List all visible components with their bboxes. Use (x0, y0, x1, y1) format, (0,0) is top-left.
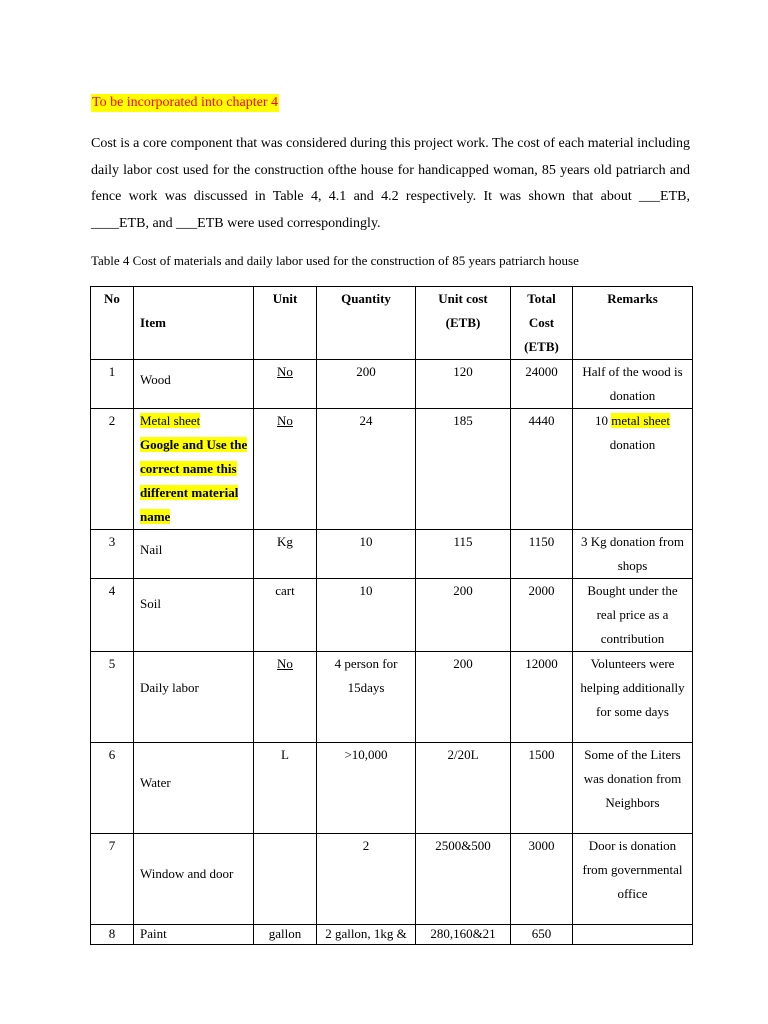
table-row: 1 Wood No 200 120 24000 Half of the wood is donation (91, 360, 693, 409)
header-unit-cost: Unit cost (ETB) (416, 287, 511, 360)
header-total-cost: Total Cost (ETB) (511, 287, 573, 360)
table-caption: Table 4 Cost of materials and daily labor used for the construction of 85 years patriarch house (91, 253, 579, 268)
body-paragraph: Cost is a core component that was considered during this project work. The cost of each material including daily labor cost used for the construction ofthe house for handicapped woman, 85 years old patriarch and fence work was discussed in Table 4, 4.1 and 4.2 respectively. It was shown that about ___ETB, ____ETB, and ___ETB were used correspondingly. (91, 136, 690, 231)
table-row: 6 Water L >10,000 2/20L 1500 Some of the Liters was donation from Neighbors (91, 743, 693, 834)
table-row: 2 Metal sheet Google and Use the correct name this different material name No 24 185 4440 10 metal sheet donation (91, 409, 693, 530)
header-remarks: Remarks (573, 287, 693, 360)
table-row: 5 Daily labor No 4 person for 15days 200 12000 Volunteers were helping additionally for some days (91, 652, 693, 743)
table-row: 7 Window and door 2 2500&500 3000 Door is donation from governmental office (91, 834, 693, 925)
table-row: 4 Soil cart 10 200 2000 Bought under the real price as a contribution (91, 579, 693, 652)
editor-note: To be incorporated into chapter 4 (92, 95, 279, 110)
header-no: No (91, 287, 134, 360)
cost-table (90, 286, 693, 945)
header-unit: Unit (254, 287, 317, 360)
header-quantity: Quantity (317, 287, 416, 360)
highlighted-note: Google and Use the correct name this different material name (140, 437, 248, 524)
table-row: 8 Paint gallon 2 gallon, 1kg & 280,160&21 650 (91, 925, 693, 945)
table-header-row (91, 287, 693, 360)
header-item: Item (134, 287, 254, 360)
table-row: 3 Nail Kg 10 115 1150 3 Kg donation from shops (91, 530, 693, 579)
